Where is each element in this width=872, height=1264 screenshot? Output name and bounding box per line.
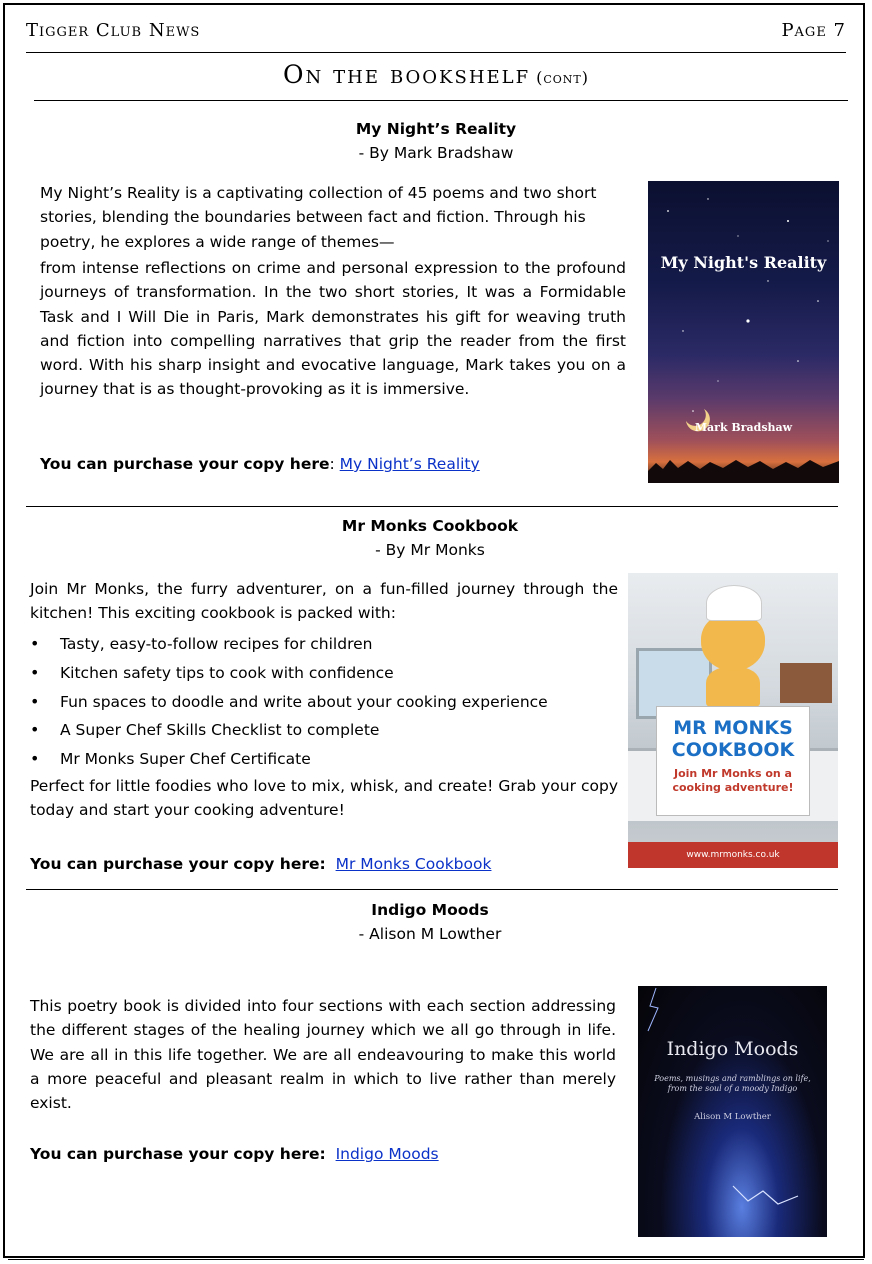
book-title: Indigo Moods — [371, 901, 489, 919]
cover-sign — [656, 706, 810, 816]
book-title: My Night’s Reality — [355, 120, 517, 138]
cover-tagline: Join Mr Monks on a cooking adventure! — [672, 767, 794, 794]
section-divider — [26, 506, 838, 507]
cover-title-line1: MR MONKS — [673, 717, 793, 739]
book-cover-image — [638, 986, 827, 1237]
list-item: • Fun spaces to doodle and write about your cooking experience — [30, 688, 548, 717]
cover-title: Indigo Moods — [666, 1038, 799, 1060]
list-item: • Kitchen safety tips to cook with confidence — [30, 659, 548, 688]
purchase-line — [30, 1145, 439, 1163]
list-item: • Mr Monks Super Chef Certificate — [30, 745, 548, 774]
purchase-separator: : — [329, 455, 340, 473]
chef-hat-icon — [706, 585, 762, 621]
section-title — [0, 60, 872, 89]
cover-author: Mark Bradshaw — [694, 421, 793, 434]
purchase-label: You can purchase your copy here — [40, 455, 330, 473]
book-cover-image — [628, 573, 838, 868]
purchase-label: You can purchase your copy here: — [30, 855, 326, 873]
section-divider — [26, 889, 838, 890]
book-description: This poetry book is divided into four sections with each section addressing the different stages of the healing journey which we all go through in life. We are all in this life together. We are all endeavouring to make this world a more peaceful and pleasant realm in which to live rather than merely exist. — [30, 997, 616, 1113]
list-item: • A Super Chef Skills Checklist to complete — [30, 716, 548, 745]
page-number: Page 7 — [781, 20, 846, 41]
book-author: - By Mark Bradshaw — [358, 144, 514, 162]
book-outro: Perfect for little foodies who love to mix, whisk, and create! Grab your copy today and start your cooking adventure! — [30, 777, 618, 820]
list-item: • Tasty, easy-to-follow recipes for children — [30, 630, 548, 659]
cover-website: www.mrmonks.co.uk — [628, 842, 838, 868]
purchase-line — [40, 455, 480, 473]
book-title: Mr Monks Cookbook — [341, 517, 519, 535]
bottom-rule — [8, 1259, 864, 1260]
dog-body — [706, 667, 760, 707]
night-sky-illustration — [648, 181, 839, 483]
newsletter-name: Tigger Club News — [26, 20, 201, 41]
purchase-line — [30, 855, 491, 873]
purchase-link[interactable]: My Night’s Reality — [339, 455, 480, 473]
cover-subtitle: Poems, musings and ramblings on life, from the soul of a moody Indigo — [654, 1074, 811, 1093]
book-description-body: from intense reflections on crime and personal expression to the profound journeys of transformation. In the two short stories, It was a Formidable Task and I Will Die in Paris, Mark demonstrates his gift for weaving truth and fiction into compelling narratives that grip the reader from the first word. With his sharp insight and evocative language, Mark takes you on a journey that is as thought-provoking as it is immersive. — [40, 259, 626, 399]
title-rule — [34, 100, 848, 101]
book-cover-image — [648, 181, 839, 483]
section-title-text: On the bookshelf — [282, 60, 531, 89]
kitchen-shelf — [780, 663, 832, 703]
cover-title-line2: COOKBOOK — [671, 739, 795, 761]
book-intro: Join Mr Monks, the furry adventurer, on a fun-filled journey through the kitchen! This exciting cookbook is packed with: — [30, 580, 618, 623]
book-author: - Alison M Lowther — [358, 925, 502, 943]
dog-head — [701, 613, 765, 671]
cover-author: Alison M Lowther — [694, 1112, 771, 1122]
purchase-label: You can purchase your copy here: — [30, 1145, 326, 1163]
purchase-link[interactable]: Mr Monks Cookbook — [335, 855, 492, 873]
book-description-intro: My Night’s Reality is a captivating collection of 45 poems and two short stories, blending the boundaries between fact and fiction. Through his poetry, he explores a wide range of themes— — [40, 184, 597, 251]
header-rule — [26, 52, 846, 53]
section-title-suffix: (cont) — [536, 68, 589, 87]
cover-title: My Night's Reality — [660, 253, 827, 272]
feature-list — [30, 630, 548, 774]
purchase-link[interactable]: Indigo Moods — [335, 1145, 439, 1163]
book-author: - By Mr Monks — [375, 541, 485, 559]
